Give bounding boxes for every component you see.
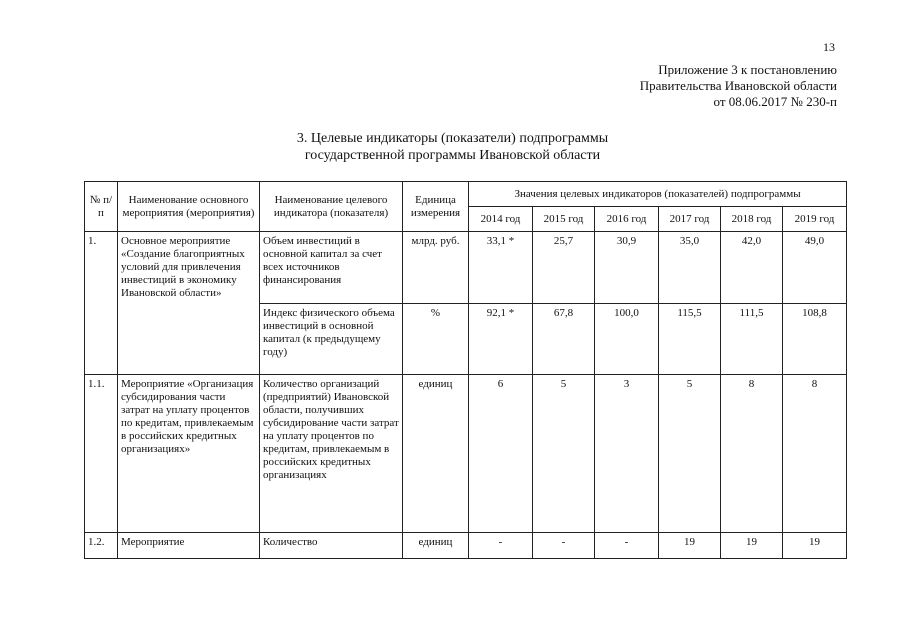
value-cell: -: [595, 533, 659, 559]
appendix-line: Приложение 3 к постановлению: [658, 62, 837, 77]
value-cell: 100,0: [595, 304, 659, 375]
value-cell: 25,7: [533, 232, 595, 304]
appendix-line: Правительства Ивановской области: [639, 78, 837, 93]
value-cell: 33,1 *: [469, 232, 533, 304]
value-cell: 19: [721, 533, 783, 559]
header-row: [85, 182, 847, 207]
value-cell: 92,1 *: [469, 304, 533, 375]
row-event: Мероприятие: [118, 533, 260, 559]
value-cell: 5: [659, 375, 721, 533]
value-cell: 8: [783, 375, 847, 533]
row-num: 1.: [85, 232, 118, 375]
header-num: № п/п: [85, 182, 118, 232]
value-cell: 19: [783, 533, 847, 559]
title-line: 3. Целевые индикаторы (показатели) подпрограммы: [296, 131, 609, 146]
value-cell: 35,0: [659, 232, 721, 304]
value-cell: -: [469, 533, 533, 559]
header-year: 2014 год: [469, 207, 533, 232]
value-cell: 67,8: [533, 304, 595, 375]
header-indicator: Наименование целевого индикатора (показателя): [260, 182, 403, 232]
value-cell: 5: [533, 375, 595, 533]
header-event: Наименование основного мероприятия (мероприятия): [118, 182, 260, 232]
value-cell: 108,8: [783, 304, 847, 375]
indicator-name: Объем инвестиций в основной капитал за счет всех источников финансирования: [260, 232, 403, 304]
indicator-name: Индекс физического объема инвестиций в основной капитал (к предыдущему году): [260, 304, 403, 375]
row-num: 1.2.: [85, 533, 118, 559]
value-cell: 30,9: [595, 232, 659, 304]
indicator-unit: единиц: [403, 533, 469, 559]
page-number: 13: [823, 40, 835, 54]
table-row: [85, 232, 847, 304]
row-num: 1.1.: [85, 375, 118, 533]
value-cell: 49,0: [783, 232, 847, 304]
header-values-group: Значения целевых индикаторов (показателей) подпрограммы: [469, 182, 847, 207]
header-year: 2019 год: [783, 207, 847, 232]
appendix-reference: [640, 62, 837, 110]
header-year: 2016 год: [595, 207, 659, 232]
value-cell: 115,5: [659, 304, 721, 375]
table-row: [85, 533, 847, 559]
value-cell: 6: [469, 375, 533, 533]
value-cell: -: [533, 533, 595, 559]
header-year: 2018 год: [721, 207, 783, 232]
row-event: Мероприятие «Организация субсидирования части затрат на уплату процентов по кредитам, привлекаемым в российских кредитных организациях»: [118, 375, 260, 533]
indicator-unit: единиц: [403, 375, 469, 533]
appendix-line: от 08.06.2017 № 230-п: [713, 94, 837, 109]
value-cell: 42,0: [721, 232, 783, 304]
indicator-unit: %: [403, 304, 469, 375]
indicator-name: Количество: [260, 533, 403, 559]
indicator-name: Количество организаций (предприятий) Ивановской области, получивших субсидирование части затрат на уплату процентов по кредитам, привлекаемым в российских кредитных организациях: [260, 375, 403, 533]
indicators-table: [84, 181, 847, 559]
value-cell: 111,5: [721, 304, 783, 375]
header-year: 2015 год: [533, 207, 595, 232]
header-year: 2017 год: [659, 207, 721, 232]
value-cell: 8: [721, 375, 783, 533]
indicator-unit: млрд. руб.: [403, 232, 469, 304]
table-row: [85, 375, 847, 533]
value-cell: 19: [659, 533, 721, 559]
title-line: государственной программы Ивановской области: [304, 148, 601, 163]
row-event: Основное мероприятие «Создание благоприятных условий для привлечения инвестиций в экономику Ивановской области»: [118, 232, 260, 375]
section-title: [0, 130, 905, 164]
value-cell: 3: [595, 375, 659, 533]
header-unit: Единица измерения: [403, 182, 469, 232]
